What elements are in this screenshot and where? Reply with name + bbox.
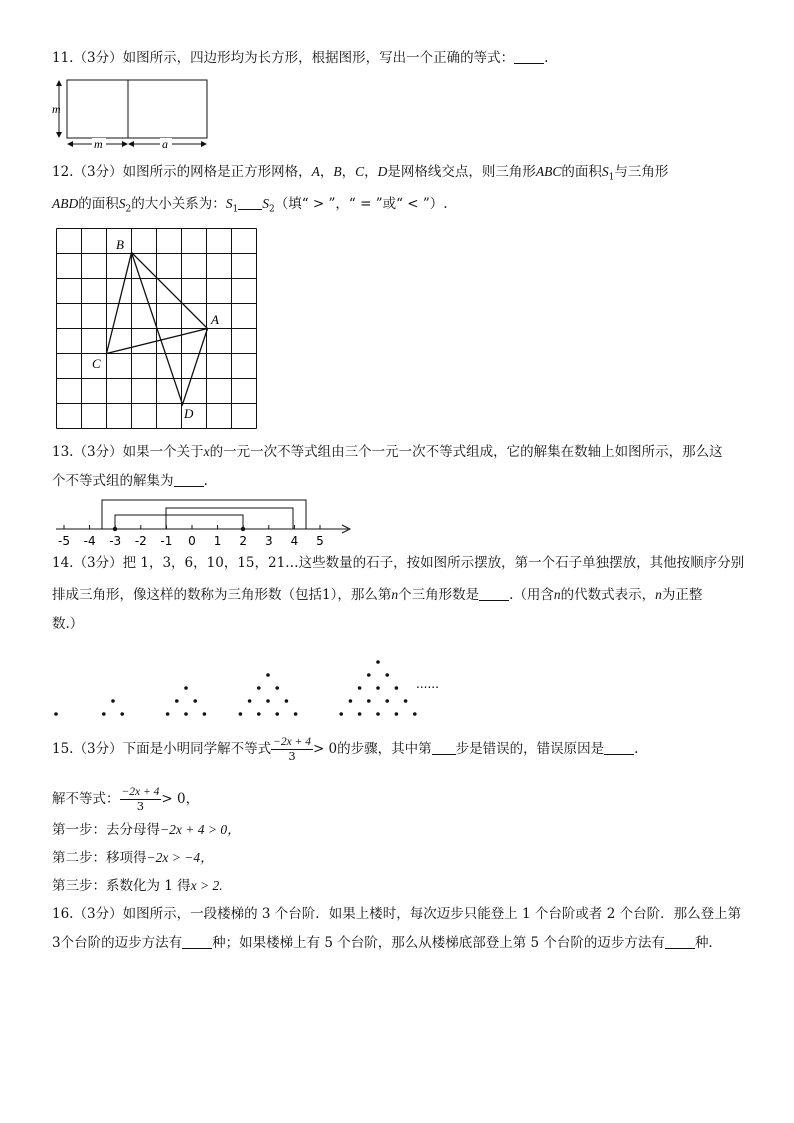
q14-text-line2: 排成三角形，像这样的数称为三角形数（包括1），那么第n个三角形数是 .（用含n的代数式表示，n为正整 bbox=[52, 587, 703, 603]
stone-dot bbox=[395, 686, 399, 690]
number-line-tick-label: -4 bbox=[83, 534, 96, 548]
stone-dot bbox=[395, 712, 399, 716]
stone-dot bbox=[257, 712, 261, 716]
q15-reason-blank[interactable] bbox=[604, 740, 634, 755]
stone-dot bbox=[294, 712, 298, 716]
number-line-tick-label: 2 bbox=[239, 534, 248, 548]
q14-text-line1: 14.（3分）把 1，3，6，10，15，21…这些数量的石子，按如图所示摆放，第一个石子单独摆放，其他按顺序分别 bbox=[52, 555, 745, 571]
stone-dot bbox=[203, 712, 207, 716]
stone-dot bbox=[385, 699, 389, 703]
q15-step-blank[interactable] bbox=[432, 740, 456, 755]
number-line-tick-label: 3 bbox=[264, 534, 273, 548]
stone-dot bbox=[358, 686, 362, 690]
stone-dot bbox=[285, 699, 289, 703]
stone-dot bbox=[184, 712, 188, 716]
stone-dot bbox=[376, 686, 380, 690]
stone-dot bbox=[111, 699, 115, 703]
q11-text: 11.（3分）如图所示，四边形均为长方形，根据图形，写出一个正确的等式： . bbox=[52, 50, 549, 66]
stone-dot bbox=[266, 699, 270, 703]
stone-dot bbox=[120, 712, 124, 716]
stone-dot bbox=[339, 712, 343, 716]
q11-bottom-left-label: m bbox=[94, 137, 103, 151]
stone-dot bbox=[266, 673, 270, 677]
q13-answer-blank[interactable] bbox=[174, 472, 204, 487]
stone-dot bbox=[193, 699, 197, 703]
stone-dot bbox=[275, 712, 279, 716]
number-line-tick-label: -2 bbox=[134, 534, 147, 548]
number-line-tick-label: 5 bbox=[316, 534, 324, 548]
set-line-3 bbox=[166, 508, 293, 529]
stone-dot bbox=[376, 660, 380, 664]
stone-dot bbox=[175, 699, 179, 703]
stone-dot bbox=[367, 673, 371, 677]
q15-solve-line: 解不等式： $\frac{-2x + 4}{3}$ > 0， bbox=[52, 786, 200, 813]
q15-step2: 第二步：移项得−2x > −4， bbox=[52, 850, 214, 866]
point-label-c: C bbox=[92, 356, 101, 371]
q11-bottom-right-label: a bbox=[162, 137, 168, 151]
set-line-2 bbox=[115, 515, 243, 529]
q15-step3: 第三步：系数化为 1 得x > 2. bbox=[52, 878, 223, 894]
number-line-tick-label: -5 bbox=[58, 534, 70, 548]
stone-dot bbox=[248, 699, 252, 703]
q12-answer-blank[interactable] bbox=[238, 195, 262, 210]
dots-group bbox=[54, 660, 416, 716]
number-line-tick-label: 4 bbox=[290, 534, 299, 548]
q14-text-line3: 数.） bbox=[52, 616, 84, 632]
q11-score: （3分） bbox=[73, 50, 123, 66]
q11-answer-blank[interactable] bbox=[514, 49, 544, 64]
q16-text-line1: 16.（3分）如图所示，一段楼梯的 3 个台阶．如果上楼时，每次迈步只能登上 1 个台阶或者 2 个台阶．那么登上第 bbox=[52, 906, 742, 922]
number-line-tick-label: -1 bbox=[160, 534, 173, 548]
q11-rectangle-figure bbox=[50, 76, 220, 151]
stone-dot bbox=[257, 686, 261, 690]
q11-number: 11. bbox=[52, 50, 74, 66]
point-label-a: A bbox=[211, 312, 219, 327]
tick-group bbox=[58, 525, 324, 548]
stone-dot bbox=[102, 712, 106, 716]
q15-fraction: $\frac{-2x + 4}{3}$ bbox=[273, 736, 311, 763]
stone-dot bbox=[413, 712, 417, 716]
number-line-tick-label: 0 bbox=[188, 534, 196, 548]
q11-left-label: m bbox=[52, 102, 61, 116]
stone-dot bbox=[349, 699, 353, 703]
stone-dot bbox=[404, 699, 408, 703]
q13-number-line bbox=[50, 494, 360, 550]
q14-answer-blank[interactable] bbox=[479, 586, 509, 601]
point-label-d: D bbox=[184, 406, 194, 421]
stone-dot bbox=[184, 686, 188, 690]
number-line-tick-label: -3 bbox=[109, 534, 122, 548]
q15-step1: 第一步：去分母得−2x + 4 > 0， bbox=[52, 822, 241, 838]
q12-text-line2: ABD的面积$S_2$的大小关系为：$S_1$ $S_2$（填“ > ”，“ = ”或“ < ”）. bbox=[52, 196, 448, 215]
stone-dot bbox=[376, 712, 380, 716]
stone-dot bbox=[166, 712, 170, 716]
point-label-b: B bbox=[116, 237, 124, 252]
stone-dot bbox=[239, 712, 243, 716]
q11-question: 如图所示，四边形均为长方形，根据图形，写出一个正确的等式： bbox=[122, 50, 515, 66]
q15-text-line1: 15.（3分）下面是小明同学解不等式 $\frac{-2x + 4}{3}$ > 0的步骤，其中第 步是错误的，错误原因是 . bbox=[52, 736, 639, 763]
q12-text-line1: 12.（3分）如图所示的网格是正方形网格，A，B，C，D是网格线交点，则三角形ABC的面积$S_1$与三角形 bbox=[52, 164, 669, 183]
stone-dot bbox=[367, 699, 371, 703]
stone-dot bbox=[385, 673, 389, 677]
stone-dot bbox=[54, 712, 58, 716]
q16-answer-blank-2[interactable] bbox=[665, 934, 695, 949]
q16-text-line2: 3个台阶的迈步方法有 种；如果楼梯上有 5 个台阶，那么从楼梯底部登上第 5 个台阶的迈步方法有 种. bbox=[52, 935, 713, 951]
stone-dot bbox=[358, 712, 362, 716]
q14-ellipsis: ...... bbox=[416, 677, 439, 691]
q16-answer-blank-1[interactable] bbox=[182, 934, 212, 949]
number-line-tick-label: 1 bbox=[213, 534, 222, 548]
q14-triangle-dots-figure bbox=[50, 640, 460, 725]
q12-grid-figure bbox=[50, 222, 262, 434]
stone-dot bbox=[275, 686, 279, 690]
q13-text-line2: 个不等式组的解集为 . bbox=[52, 473, 208, 489]
q13-text-line1: 13.（3分）如果一个关于x的一元一次不等式组由三个一元一次不等式组成，它的解集在数轴上如图所示，那么这 bbox=[52, 444, 723, 460]
